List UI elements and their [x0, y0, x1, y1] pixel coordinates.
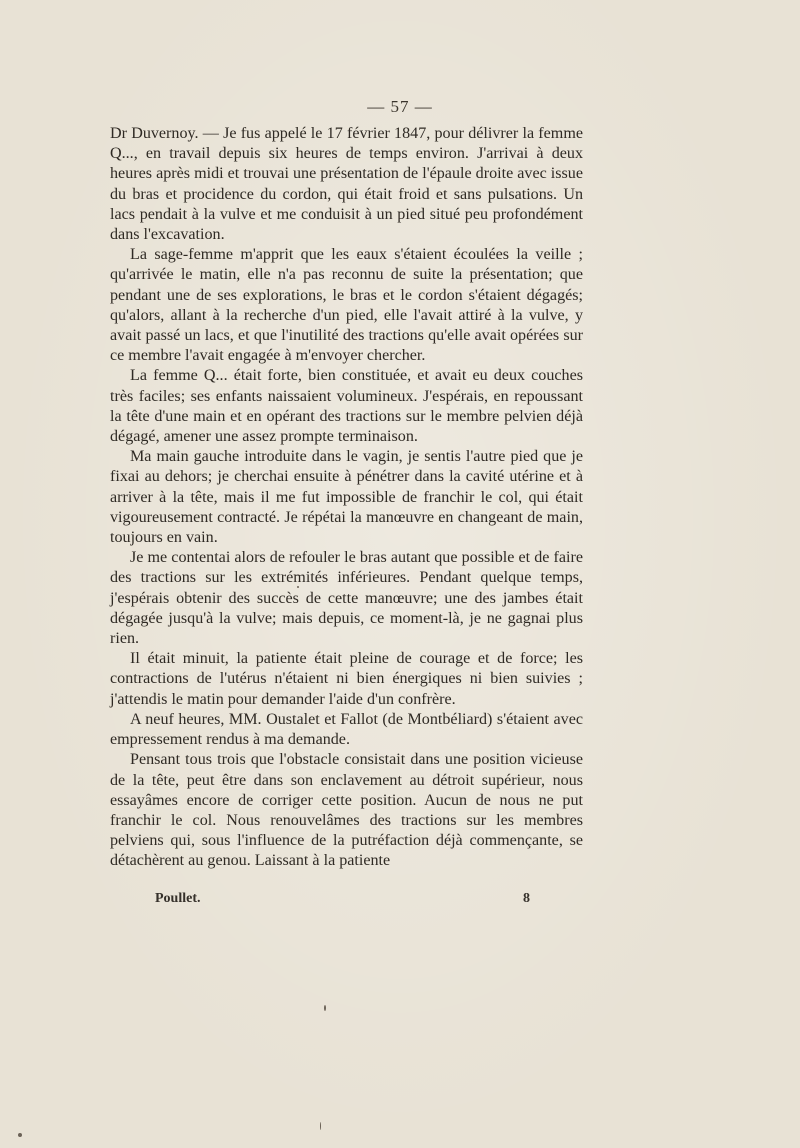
body-text — [110, 124, 583, 872]
paragraph-2: La sage-femme m'apprit que les eaux s'étaient écoulées la veille ; qu'arrivée le matin, elle n'a pas reconnu de suite la présentation; que pendant une de ses explorations, le bras et le cordon s'étaient dégagés; qu'alors, allant à la recherche d'un pied, elle l'avait attiré à la vulve, y avait passé un lacs, et que l'inutilité des tractions qu'elle avait opérées sur ce membre l'avait engagée à m'envoyer chercher. — [110, 246, 583, 365]
paragraph-4: Ma main gauche introduite dans le vagin, je sentis l'autre pied que je fixai au dehors; je cherchai ensuite à pénétrer dans la cavité utérine et à arriver à la tête, mais il me fut impossible de franchir le col, qui était vigoureusement contracté. Je répétai la manœuvre en changeant de main, toujours en vain. — [110, 448, 583, 547]
paragraph-7: A neuf heures, MM. Oustalet et Fallot (de Montbéliard) s'étaient avec empressement rendus à ma demande. — [110, 710, 583, 749]
paragraph-6: Il était minuit, la patiente était pleine de courage et de force; les contractions de l'utérus n'étaient ni bien énergiques ni bien suivies ; j'attendis le matin pour demander l'aide d'un confrère. — [110, 650, 583, 708]
paragraph-1: Dr Duvernoy. — Je fus appelé le 17 février 1847, pour délivrer la femme Q..., en travail depuis six heures de temps environ. J'arrivai à deux heures après midi et trouvai une présentation de l'épaule droite avec issue du bras et procidence du cordon, qui était froid et sans pulsations. Un lacs pendait à la vulve et me conduisit à un pied situé peu profondément dans l'excavation. — [110, 125, 583, 244]
paragraph-5: Je me contentai alors de refouler le bras autant que possible et de faire des tractions sur les extrémités inférieures. Pendant quelque temps, j'espérais obtenir des succès de cette manœuvre; une des jambes était dégagée jusqu'à la vulve; mais depuis, ce moment-là, je ne gagnai plus rien. — [110, 549, 583, 648]
paper-speck — [320, 1122, 321, 1130]
page-number: — 57 — — [367, 97, 433, 116]
footer-author: Poullet. — [155, 891, 201, 906]
paper-speck — [324, 1005, 326, 1011]
paragraph-8: Pensant tous trois que l'obstacle consistait dans une position vicieuse de la tête, peut être dans son enclavement au détroit supérieur, nous essayâmes encore de corriger cette position. Aucun de nous ne put franchir le col. Nous renouvelâmes des tractions sur les membres pelviens qui, sous l'influence de la putréfaction déjà commençante, se détachèrent au genou. Laissant à la patiente — [110, 751, 583, 870]
paper-speck — [18, 1133, 22, 1137]
paper-speck — [297, 586, 299, 588]
footer-signature-mark: 8 — [523, 891, 530, 906]
paragraph-3: La femme Q... était forte, bien constituée, et avait eu deux couches très faciles; ses enfants naissaient volumineux. J'espérais, en repoussant la tête d'une main et en opérant des tractions sur le membre pelvien déjà dégagé, amener une assez prompte terminaison. — [110, 367, 583, 446]
